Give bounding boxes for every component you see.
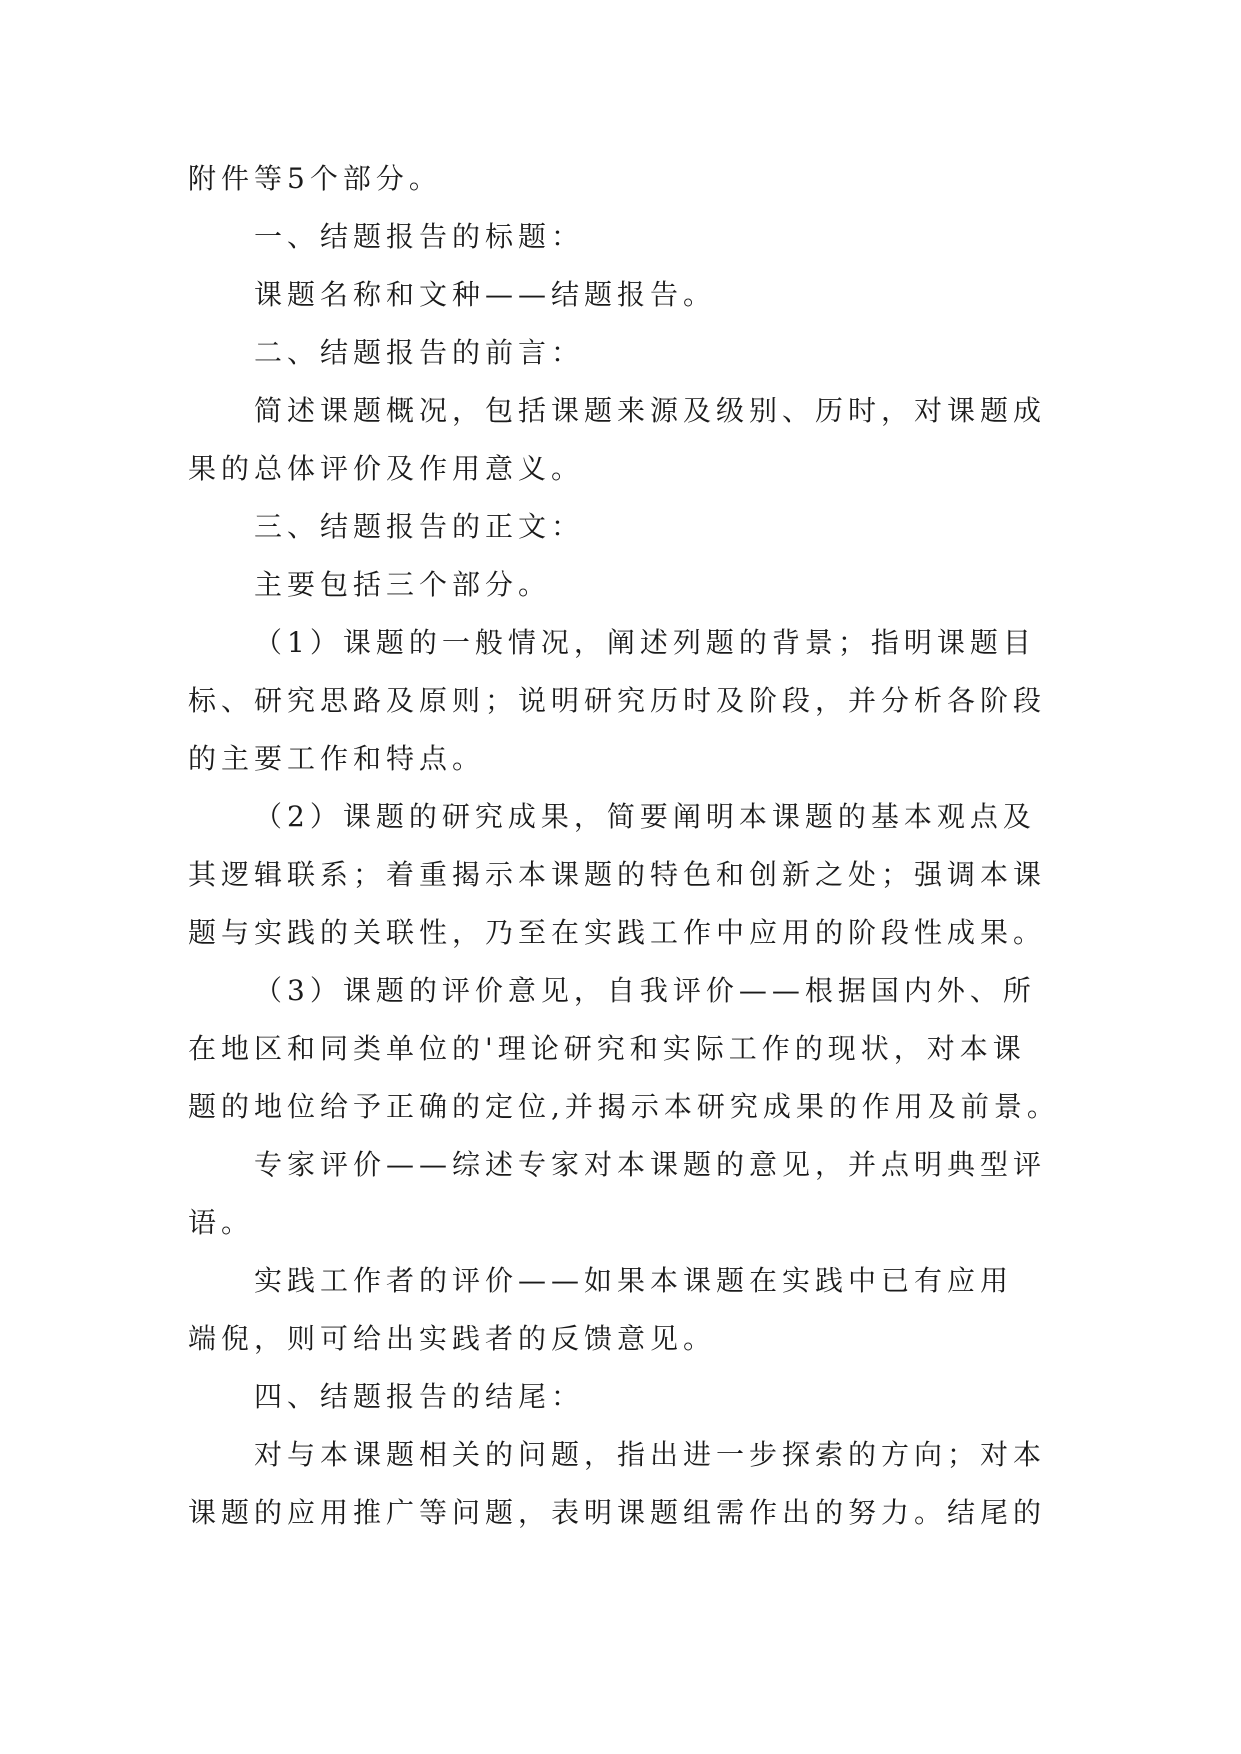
text-line: 课题的应用推广等问题，表明课题组需作出的努力。结尾的 (188, 1496, 1047, 1529)
text-line: 果的总体评价及作用意义。 (188, 452, 585, 485)
text-line: 一、结题报告的标题： (254, 220, 585, 253)
text-line: 四、结题报告的结尾： (254, 1380, 585, 1413)
text-line: （1）课题的一般情况，阐述列题的背景；指明课题目 (254, 626, 1036, 659)
document-body (188, 150, 1060, 1542)
text-line: 在地区和同类单位的'理论研究和实际工作的现状，对本课 (188, 1032, 1026, 1065)
text-line: 对与本课题相关的问题，指出进一步探索的方向；对本 (254, 1438, 1047, 1471)
text-line: 简述课题概况，包括课题来源及级别、历时，对课题成 (254, 394, 1047, 427)
text-line: 标、研究思路及原则；说明研究历时及阶段，并分析各阶段 (188, 684, 1047, 717)
text-line: （3）课题的评价意见，自我评价——根据国内外、所 (254, 974, 1036, 1007)
text-line: （2）课题的研究成果，简要阐明本课题的基本观点及 (254, 800, 1036, 833)
text-line: 其逻辑联系；着重揭示本课题的特色和创新之处；强调本课 (188, 858, 1047, 891)
text-line: 题与实践的关联性，乃至在实践工作中应用的阶段性成果。 (188, 916, 1047, 949)
text-line: 三、结题报告的正文： (254, 510, 585, 543)
text-line: 端倪，则可给出实践者的反馈意见。 (188, 1322, 717, 1355)
text-line: 专家评价——综述专家对本课题的意见，并点明典型评 (254, 1148, 1047, 1181)
text-line: 题的地位给予正确的定位,并揭示本研究成果的作用及前景。 (188, 1090, 1060, 1123)
text-line: 实践工作者的评价——如果本课题在实践中已有应用 (254, 1264, 1014, 1297)
text-line: 语。 (188, 1206, 255, 1239)
text-line: 的主要工作和特点。 (188, 742, 486, 775)
text-line: 课题名称和文种——结题报告。 (254, 278, 717, 311)
text-line: 二、结题报告的前言： (254, 336, 585, 369)
text-line: 附件等5个部分。 (188, 162, 442, 195)
text-line: 主要包括三个部分。 (254, 568, 552, 601)
